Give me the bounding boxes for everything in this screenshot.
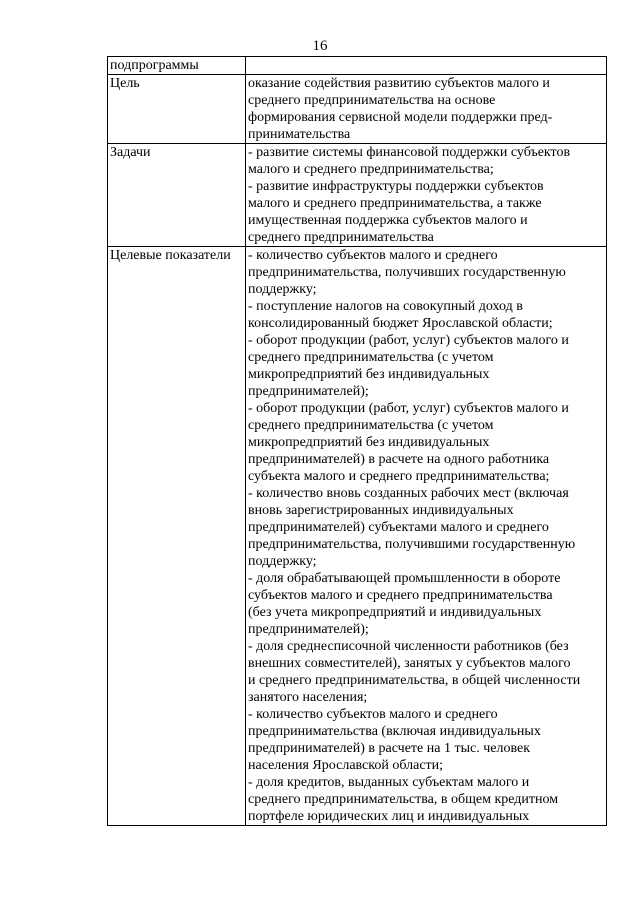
content-line: вновь зарегистрированных индивидуальных (248, 503, 514, 518)
content-line: малого и среднего предпринимательства; (248, 162, 494, 177)
content-line: формирования сервисной модели поддержки пред- (248, 110, 553, 125)
content-line: и среднего предпринимательства, в общей численности (248, 673, 581, 688)
content-line: внешних совместителей), занятых у субъектов малого (248, 656, 571, 671)
content-line: консолидированный бюджет Ярославской области; (248, 316, 553, 331)
content-line: - развитие инфраструктуры поддержки субъектов (248, 179, 544, 194)
content-line: занятого населения; (248, 690, 368, 705)
row-label-cell (108, 247, 246, 826)
table-row (108, 247, 607, 826)
row-content-cell (246, 247, 607, 826)
content-line: среднего предпринимательства (с учетом (248, 418, 494, 433)
row-content-cell (246, 57, 607, 75)
table-row (108, 57, 607, 75)
table-row (108, 144, 607, 247)
content-line: - доля среднесписочной численности работников (без (248, 639, 569, 654)
content-line: микропредприятий без индивидуальных (248, 367, 490, 382)
content-line: - развитие системы финансовой поддержки субъектов (248, 145, 571, 160)
table-row (108, 75, 607, 144)
row-label: подпрограммы (110, 58, 199, 73)
content-line: субъекта малого и среднего предпринимательства; (248, 469, 550, 484)
table-body (108, 57, 607, 826)
content-line: принимательства (248, 127, 351, 142)
content-line: - поступление налогов на совокупный доход в (248, 299, 523, 314)
row-label: Задачи (110, 145, 151, 160)
content-line: предпринимателей) субъектами малого и среднего (248, 520, 549, 535)
program-passport-table (107, 56, 607, 826)
content-line: среднего предпринимательства, в общем кредитном (248, 792, 559, 807)
content-line: населения Ярославской области; (248, 758, 444, 773)
content-line: имущественная поддержка субъектов малого и (248, 213, 528, 228)
row-label: Целевые показатели (110, 248, 231, 263)
content-line: поддержку; (248, 554, 317, 569)
content-line: - доля кредитов, выданных субъектам малого и (248, 775, 530, 790)
row-content-cell (246, 75, 607, 144)
content-line: поддержку; (248, 282, 317, 297)
content-line: предпринимателей) в расчете на одного работника (248, 452, 550, 467)
content-line: - количество субъектов малого и среднего (248, 707, 498, 722)
content-line: предпринимателей); (248, 384, 369, 399)
content-line: среднего предпринимательства на основе (248, 93, 496, 108)
row-label: Цель (110, 76, 140, 91)
content-line: - доля обрабатывающей промышленности в обороте (248, 571, 561, 586)
content-line: предпринимательства (включая индивидуальных (248, 724, 541, 739)
row-label-cell (108, 144, 246, 247)
content-line: предпринимательства, получившими государственную (248, 537, 576, 552)
content-line: микропредприятий без индивидуальных (248, 435, 490, 450)
content-line: - оборот продукции (работ, услуг) субъектов малого и (248, 401, 569, 416)
content-line: предпринимательства, получивших государственную (248, 265, 566, 280)
content-line: малого и среднего предпринимательства, а также (248, 196, 542, 211)
row-label-cell (108, 57, 246, 75)
content-line: среднего предпринимательства (с учетом (248, 350, 494, 365)
content-line: субъектов малого и среднего предпринимательства (248, 588, 553, 603)
content-line: (без учета микропредприятий и индивидуальных (248, 605, 542, 620)
row-content-cell (246, 144, 607, 247)
content-line: - количество субъектов малого и среднего (248, 248, 498, 263)
content-line: - оборот продукции (работ, услуг) субъектов малого и (248, 333, 569, 348)
row-label-cell (108, 75, 246, 144)
page-number: 16 (312, 38, 328, 54)
content-line: - количество вновь созданных рабочих мест (включая (248, 486, 569, 501)
content-line: предпринимателей) в расчете на 1 тыс. человек (248, 741, 530, 756)
content-line: оказание содействия развитию субъектов малого и (248, 76, 550, 91)
content-line (248, 57, 604, 74)
content-line: предпринимателей); (248, 622, 369, 637)
content-line: среднего предпринимательства (248, 230, 434, 245)
content-line: портфеле юридических лиц и индивидуальных (248, 809, 530, 824)
